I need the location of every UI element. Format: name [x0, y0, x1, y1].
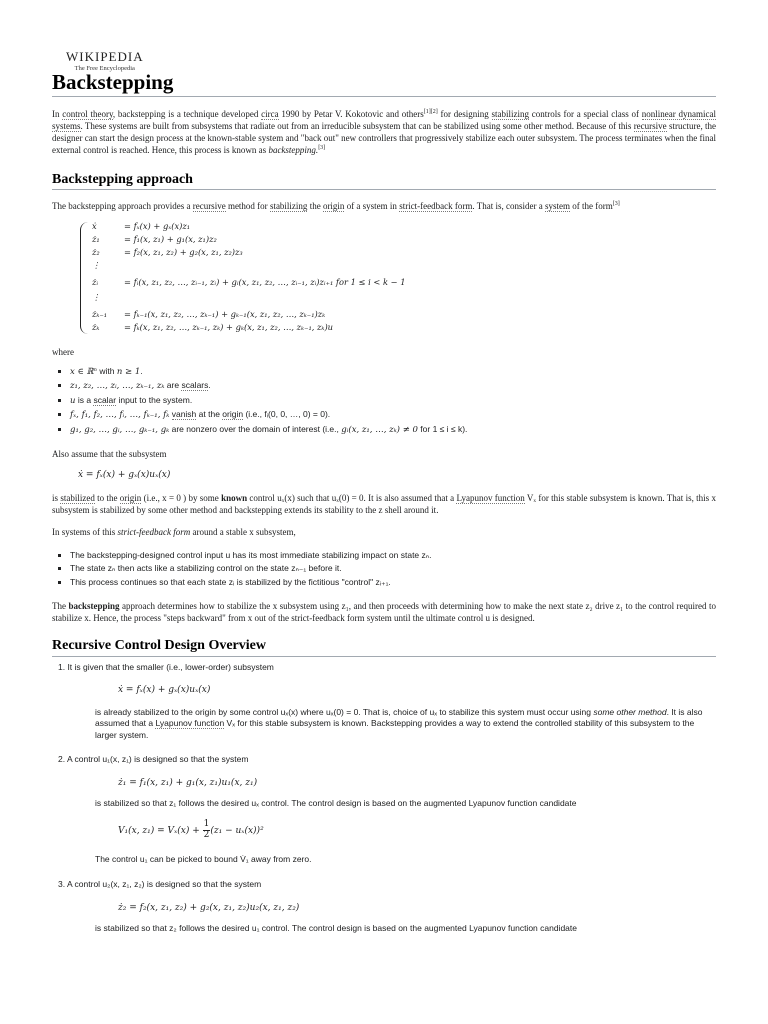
system-lhs: żᵢ — [92, 277, 99, 287]
link-circa[interactable]: circa — [261, 109, 279, 119]
bullet-math: n ≥ 1 — [116, 367, 141, 377]
system-brace — [80, 222, 89, 334]
reference-3[interactable]: [3] — [612, 201, 620, 207]
para-text: Vₓ for this stable subsystem is known. That is, this x subsystem is stabilized by some other method and backstepping extends its stability to the z shell around it. — [52, 493, 716, 516]
intro-paragraph — [52, 108, 716, 157]
system-lhs: ⋮ — [92, 260, 101, 270]
link-origin[interactable]: origin — [222, 409, 244, 420]
para-italic: some other method — [593, 707, 667, 717]
system-rhs: = f₁(x, z₁) + g₁(x, z₁)z₂ — [124, 234, 217, 244]
design-step-2: 2. A control u₁(x, z₁) is designed so that the system — [58, 754, 249, 764]
lyapunov-candidate-equation — [118, 820, 264, 841]
link-strict-feedback-form[interactable]: strict-feedback form — [399, 201, 473, 211]
para-text: In systems of this — [52, 527, 118, 537]
system-rhs: = fᵢ(x, z₁, z₂, …, zᵢ₋₁, zᵢ) + gᵢ(x, z₁, z₂, …, zᵢ₋₁, zᵢ)zᵢ₊₁ for 1 ≤ i < k − 1 — [124, 277, 406, 287]
step1-equation: ẋ = fₓ(x) + gₓ(x)uₓ(x) — [118, 685, 211, 695]
bullet-text: . — [140, 366, 143, 376]
section-rule — [52, 189, 716, 190]
bullet-text: are nonzero over the domain of interest (i.e., — [169, 423, 342, 434]
lead-text: . That is, consider a — [472, 201, 545, 211]
bullet-math: g₁, g₂, …, gᵢ, …, gₖ₋₁, gₖ — [70, 424, 170, 435]
bullet-math: gᵢ(x, z₁, …, zₖ) ≠ 0 — [341, 424, 418, 435]
system-lhs: ẋ — [92, 221, 97, 231]
step2-tail: The control u₁ can be picked to bound V̇₁ away from zero. — [95, 854, 312, 864]
title-rule — [52, 96, 716, 97]
step2-paragraph: is stabilized so that z₁ follows the desired uₓ control. The control design is based on the augmented Lyapunov function candidate — [95, 798, 577, 808]
system-rhs: = f₂(x, z₁, z₂) + g₂(x, z₁, z₂)z₃ — [124, 247, 243, 257]
bullet-math: z₁, z₂, …, zᵢ, …, zₖ₋₁, zₖ — [70, 381, 165, 392]
intro-text: . These systems are built from subsystems that radiate out from an irreducible subsystem that can be stabilized using some other method. Because of this — [80, 121, 634, 132]
bullet-text: with — [97, 366, 117, 376]
reference-1-2[interactable]: [1][2] — [423, 109, 438, 115]
link-vanish[interactable]: vanish — [171, 409, 197, 420]
list-item — [70, 424, 467, 436]
logo-wordmark: WIKIPEDIA — [66, 49, 144, 64]
system-rhs: = fₓ(x) + gₓ(x)z₁ — [124, 221, 191, 231]
section-heading-recursive-design: Recursive Control Design Overview — [52, 638, 266, 653]
bullet-text: . — [208, 380, 211, 391]
section-rule — [52, 656, 716, 657]
lead-text: The backstepping approach provides a — [52, 201, 193, 211]
bullet-math: u — [70, 395, 76, 406]
para-text: is already stabilized to the origin by some control uₓ(x) where uₓ(0) = 0. That is, choice of uₓ to stabilize this system must occur using — [95, 707, 594, 717]
system-lhs: ⋮ — [92, 292, 101, 302]
system-lhs: ż₂ — [92, 247, 100, 257]
para-text: control uₓ(x) such that uₓ(0) = 0. It is also assumed that a — [247, 493, 457, 503]
intro-text: for designing — [437, 109, 492, 119]
link-scalars[interactable]: scalars — [181, 380, 209, 391]
link-origin[interactable]: origin — [322, 201, 345, 211]
subsystem-equation: ẋ = fₓ(x) + gₓ(x)uₓ(x) — [78, 470, 171, 480]
fraction-numerator: 1 — [203, 819, 210, 829]
para-bold: known — [221, 493, 248, 503]
lead-text: of the form — [570, 201, 613, 211]
para-text: is — [52, 493, 61, 503]
link-nonlinear-dynamical-systems[interactable]: nonlinear dynamical systems — [52, 109, 716, 132]
system-lhs: żₖ₋₁ — [92, 309, 108, 319]
intro-text: structure, the designer can start the design process at the known-stable system and "back out" new controllers that progressively stabilize each outer subsystem. The process terminates when the final external control is reached. Hence, this process is known as — [52, 121, 717, 156]
where-label: where — [52, 347, 74, 357]
design-step-3: 3. A control u₂(x, z₁, z₂) is designed so that the system — [58, 879, 262, 889]
fraction-denominator: 2 — [203, 829, 210, 840]
link-control-theory[interactable]: control theory — [62, 109, 113, 119]
link-system[interactable]: system — [544, 201, 570, 211]
link-stabilizing[interactable]: stabilizing — [269, 201, 308, 211]
step3-equation: ż₂ = f₂(x, z₁, z₂) + g₂(x, z₁, z₂)u₂(x, z₁, z₂) — [118, 903, 300, 913]
bullet-math: x ∈ ℝⁿ — [70, 367, 97, 377]
eq-part: V₁(x, z₁) = Vₓ(x) + — [118, 825, 203, 836]
logo-tagline: The Free Encyclopedia — [74, 64, 135, 72]
sff-paragraph — [52, 526, 716, 538]
list-item — [70, 366, 467, 378]
link-recursive[interactable]: recursive — [192, 201, 226, 211]
link-lyapunov-function[interactable]: Lyapunov function — [456, 493, 525, 503]
para-text: Vₓ for this stable subsystem is known. Backstepping provides a way to extend the controlled stability of this subsystem to the larger system. — [95, 718, 695, 740]
system-lhs: ż₁ — [92, 234, 100, 244]
para-text: approach determines how to stabilize the x subsystem using z₁, and then proceeds with determining how to make the next state z₂ drive z₁ to the control required to stabilize x. Hence, the process "steps backward" from x out of the strict-feedback form system until the ultimate control u is designed. — [52, 601, 716, 624]
link-scalar[interactable]: scalar — [93, 394, 117, 405]
bullet-text: at the — [196, 409, 223, 420]
system-rhs: = fₖ(x, z₁, z₂, …, zₖ₋₁, zₖ) + gₖ(x, z₁, z₂, …, zₖ₋₁, zₖ)u — [124, 322, 334, 332]
step2-equation: ż₁ = f₁(x, z₁) + g₁(x, z₁)u₁(x, z₁) — [118, 778, 258, 788]
reference-3[interactable]: [3] — [318, 145, 326, 152]
bullet-text: for 1 ≤ i ≤ k). — [417, 423, 468, 434]
bullet-text: (i.e., fᵢ(0, 0, …, 0) = 0). — [243, 409, 331, 420]
design-step-1: 1. It is given that the smaller (i.e., lower-order) subsystem — [58, 662, 274, 672]
para-italic: strict-feedback form — [117, 527, 191, 537]
bullet-math: fₓ, f₁, f₂, …, fᵢ, …, fₖ₋₁, fₖ — [70, 410, 170, 421]
lead-text: method for — [225, 201, 270, 211]
link-stabilized[interactable]: stabilized — [60, 493, 95, 503]
section-heading-backstepping-approach: Backstepping approach — [52, 172, 193, 187]
para-text: around a stable x subsystem, — [190, 527, 296, 537]
system-rhs: = fₖ₋₁(x, z₁, z₂, …, zₖ₋₁) + gₖ₋₁(x, z₁, z₂, …, zₖ₋₁)zₖ — [124, 309, 326, 319]
link-recursive[interactable]: recursive — [633, 121, 667, 132]
list-item: ▪ The state zₙ then acts like a stabilizing control on the state zₙ₋₁ before it. — [70, 563, 432, 574]
list-item: ▪ This process continues so that each state zᵢ is stabilized by the fictitious "control" zᵢ₊₁. — [70, 577, 432, 588]
para-text: The — [52, 601, 69, 611]
link-stabilizing[interactable]: stabilizing — [491, 109, 530, 119]
bullet-text: are — [164, 380, 182, 391]
para-bold: backstepping — [68, 601, 120, 611]
lead-text: the — [307, 201, 323, 211]
list-item: ▪ The backstepping-designed control input u has its most immediate stabilizing impact on state zₙ. — [70, 550, 432, 561]
list-item — [70, 395, 467, 407]
link-lyapunov-function[interactable]: Lyapunov function — [155, 718, 225, 729]
step3-paragraph: is stabilized so that z₂ follows the desired u₁ control. The control design is based on the augmented Lyapunov function candidate — [95, 923, 577, 933]
list-item — [70, 380, 467, 392]
para-text: . It is also assumed that a — [95, 707, 703, 729]
link-origin[interactable]: origin — [119, 493, 142, 503]
para-text: to the — [94, 493, 120, 503]
conclusion-paragraph — [52, 600, 716, 624]
eq-part: (z₁ − uₓ(x))² — [210, 825, 264, 836]
also-assume-text: Also assume that the subsystem — [52, 449, 167, 459]
list-item — [70, 409, 467, 421]
intro-text: , backstepping is a technique developed — [112, 109, 262, 119]
para-text: (i.e., x = 0 ) by some — [141, 493, 222, 503]
intro-text: In — [52, 109, 63, 119]
approach-lead — [52, 200, 716, 212]
stabilized-paragraph — [52, 492, 716, 516]
intro-text: 1990 by Petar V. Kokotovic and others — [278, 109, 424, 119]
page-title: Backstepping — [52, 70, 174, 94]
fictitious-control-list — [52, 550, 432, 590]
step1-paragraph — [95, 707, 715, 741]
assumption-list — [52, 366, 467, 438]
lead-text: of a system in — [344, 201, 400, 211]
bullet-text: is a — [75, 394, 94, 405]
intro-text: controls for a special class of — [529, 109, 642, 119]
intro-italic: backstepping. — [268, 145, 319, 156]
system-lhs: żₖ — [92, 322, 100, 332]
bullet-text: input to the system. — [116, 394, 193, 405]
